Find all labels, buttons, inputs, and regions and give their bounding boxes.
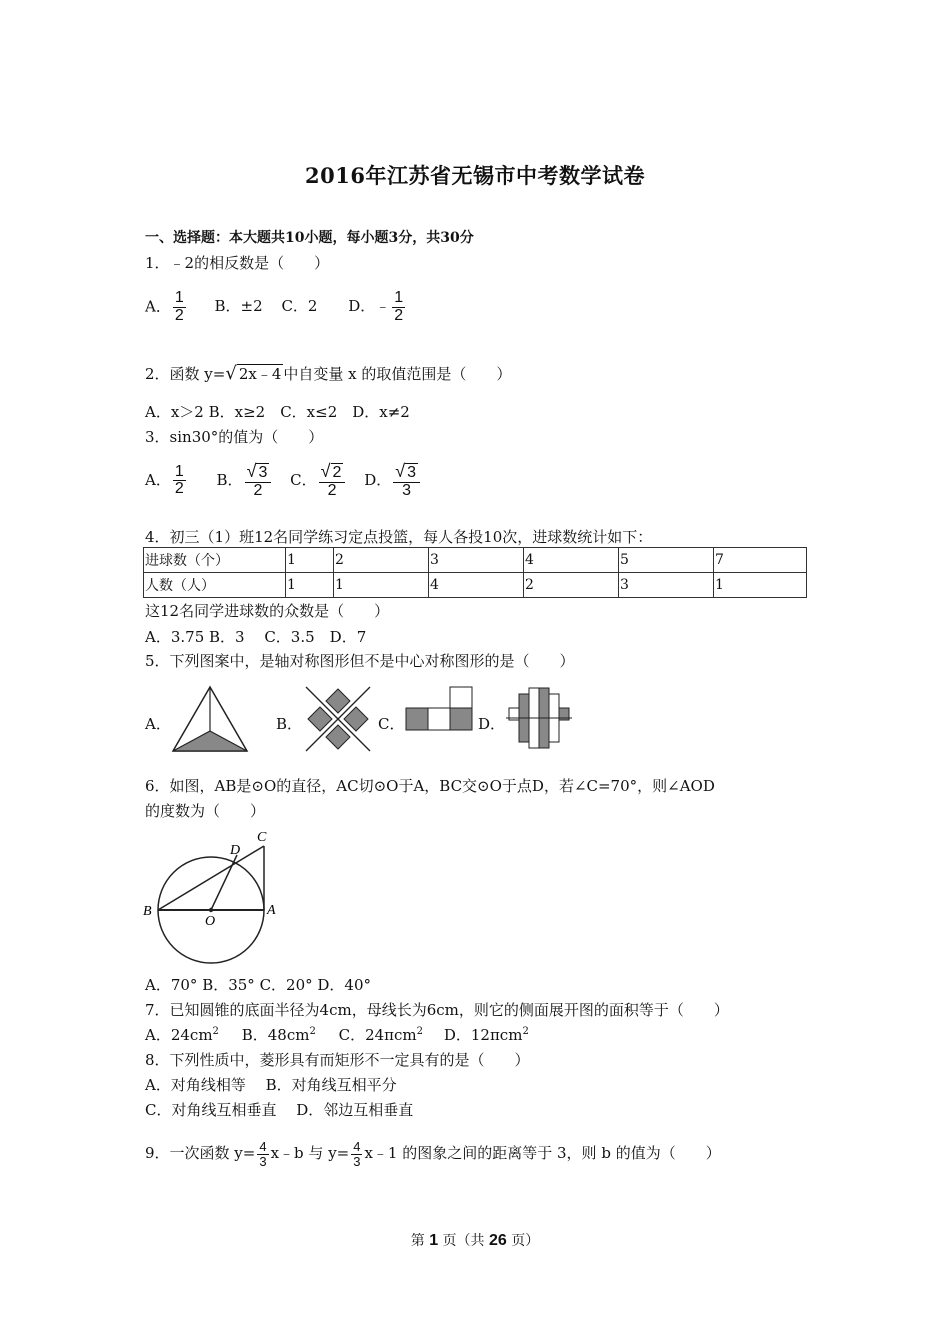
table-cell: 人数（人） [144,573,286,598]
radicand: 2x﹣4 [238,365,282,383]
question-2-stem [145,363,511,384]
question-8-options-cd: C．对角线互相垂直 D．邻边互相垂直 [145,1101,414,1119]
numerator: 1 [174,289,184,306]
denominator: 2 [394,306,404,324]
page-footer [0,1230,950,1250]
table-cell: 4 [429,573,524,598]
exponent: 2 [309,1026,316,1037]
figure-circle-tangent [140,826,285,966]
table-cell: 7 [714,548,807,573]
table-cell: 3 [619,573,714,598]
exponent: 2 [522,1026,529,1037]
table-cell: 1 [286,573,334,598]
option-a-label: A． [145,297,171,316]
denominator: 3 [259,1153,267,1169]
denominator: 2 [245,482,272,500]
option-b: B．48cm [241,1026,310,1044]
option-b-label: B． [276,715,303,733]
denominator: 2 [319,482,346,500]
figure-d-blocks [504,686,574,750]
page-title: 2016年江苏省无锡市中考数学试卷 [305,163,645,188]
square-root: √ 2x﹣4 [225,363,282,384]
figure-c-squares [404,686,474,732]
option-d: D．12πcm [443,1026,523,1044]
question-9-stem [145,1140,721,1168]
option-b-label: B． [216,470,243,489]
fraction: $\frac{√ 2}{2}$ [319,462,346,500]
option-d-label: D． [364,470,392,489]
option-d-label: D． [478,715,506,733]
option-a: A．24cm [145,1026,213,1044]
question-1-stem: 1．﹣2的相反数是（ ） [145,254,330,272]
radicand: 3 [407,464,417,481]
option-c-label: C． [290,470,317,489]
question-7-options [145,1024,529,1045]
option-a-label: A． [145,470,171,489]
stem-prefix: 9．一次函数 y= [145,1144,256,1163]
fraction: $\frac{√ 3}{2}$ [245,462,272,500]
label-a: A [267,903,276,918]
table-row [144,548,807,573]
table-cell: 3 [429,548,524,573]
numerator: 1 [174,462,184,480]
question-2-options: A．x＞2 B．x≥2 C．x≤2 D．x≠2 [145,403,410,421]
table-cell: 1 [286,548,334,573]
fraction [351,1140,362,1168]
section-heading: 一、选择题：本大题共10小题，每小题3分，共30分 [145,230,474,246]
table-cell: 1 [714,573,807,598]
fraction [392,290,405,325]
footer-prefix: 第 [410,1233,425,1249]
question-8-stem: 8．下列性质中，菱形具有而矩形不一定具有的是（ ） [145,1051,530,1069]
exponent: 2 [212,1026,219,1037]
figure-b-diamonds [302,683,374,755]
stem-suffix: 中自变量 x 的取值范围是（ ） [283,365,512,383]
question-6-line1: 6．如图，AB是⊙O的直径，AC切⊙O于A，BC交⊙O于点D，若∠C=70°，则∠AOD [145,777,715,795]
table-row [144,573,807,598]
numerator: 1 [394,289,404,306]
option-b: B．±2 [214,297,263,316]
question-5-stem: 5．下列图案中，是轴对称图形但不是中心对称图形的是（ ） [145,652,575,670]
radicand: 2 [332,464,342,481]
question-6-line2: 的度数为（ ） [145,802,266,820]
question-4-question: 这12名同学进球数的众数是（ ） [145,602,390,620]
stem-suffix: x﹣1 的图象之间的距离等于 3，则 b 的值为（ ） [364,1144,721,1163]
question-1-options [145,290,407,325]
table-cell: 1 [334,573,429,598]
question-3-stem: 3．sin30°的值为（ ） [145,428,324,446]
fraction [173,290,186,325]
question-8-options-ab: A．对角线相等 B．对角线互相平分 [145,1076,397,1094]
footer-suffix: 页） [511,1233,540,1249]
question-7-stem: 7．已知圆锥的底面半径为4cm，母线长为6cm，则它的侧面展开图的面积等于（ ） [145,1001,729,1019]
table-cell: 2 [334,548,429,573]
option-a-label: A． [145,715,171,733]
table-cell: 2 [524,573,619,598]
denominator: 2 [174,306,184,324]
denominator: 3 [393,482,420,500]
fraction [173,464,186,499]
numerator: 4 [353,1139,361,1154]
question-4-options: A．3.75 B．3 C．3.5 D．7 [145,628,367,646]
score-table [143,547,807,598]
footer-middle: 页（共 [442,1233,485,1249]
exponent: 2 [416,1026,424,1037]
label-b: B [143,904,152,919]
stem-prefix: 2．函数 y= [145,365,226,383]
stem-middle: x﹣b 与 y= [270,1144,350,1163]
radicand: 3 [258,464,268,481]
option-c: C．2 [281,297,318,316]
label-d: D [230,843,241,858]
total-pages-number: 26 [489,1232,507,1249]
figure-a-triangle [170,685,250,753]
fraction [257,1140,268,1168]
current-page-number: 1 [429,1232,439,1249]
numerator: 4 [259,1139,267,1154]
option-c: C．24πcm [338,1026,417,1044]
table-cell: 5 [619,548,714,573]
denominator: 2 [174,480,184,498]
table-cell: 4 [524,548,619,573]
label-c: C [257,830,267,845]
table-cell: 进球数（个） [144,548,286,573]
option-d-label: D．﹣ [348,297,391,316]
fraction: $\frac{√ 3}{3}$ [393,462,420,500]
question-6-options: A．70° B．35° C．20° D．40° [145,976,372,994]
question-3-options [145,462,422,500]
option-c-label: C． [378,715,405,733]
question-4-stem: 4．初三（1）班12名同学练习定点投篮，每人各投10次，进球数统计如下： [145,528,653,546]
denominator: 3 [353,1153,361,1169]
label-o: O [205,914,216,929]
